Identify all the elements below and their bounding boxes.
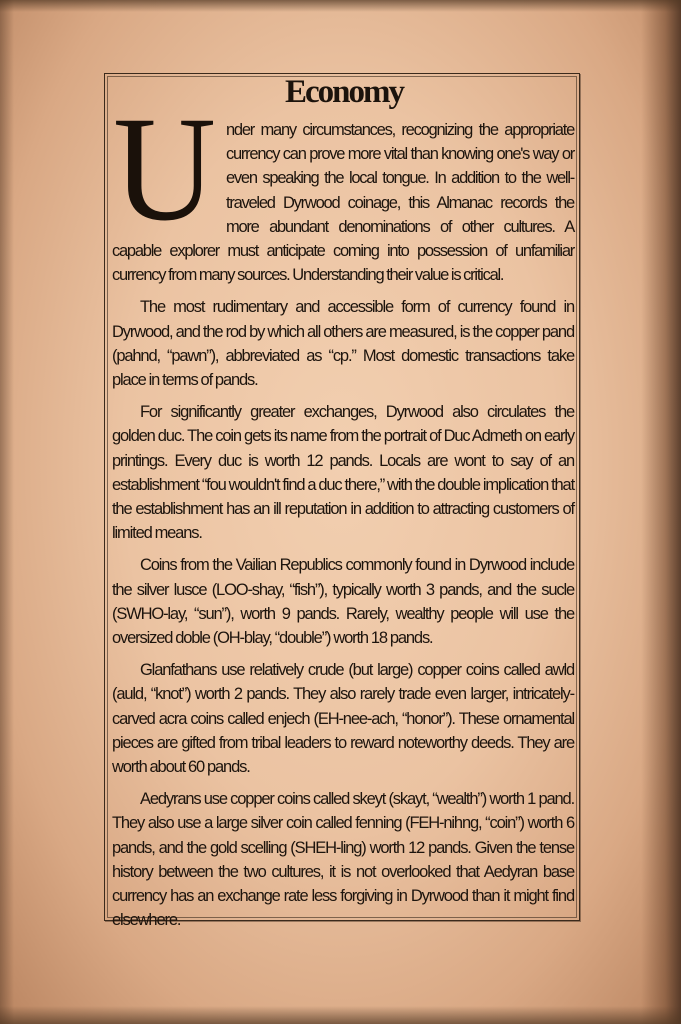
- paragraph-golden-duc: For significantly greater exchanges, Dyrwood also circulates the golden duc. The coin gets its name from the portrait of Duc Admeth on early printings. Every duc is worth 12 pands. Locals are wont to say of an establishment “fou wouldn't find a duc there,” with the double implication that the establishment has an ill reputation in addition to attracting customers of limited means.: [112, 403, 574, 543]
- burnt-edge-bottom: [0, 1006, 681, 1024]
- page-title: Economy: [285, 74, 403, 110]
- drop-cap-letter: U: [113, 120, 215, 236]
- paragraph-glanfathan-coins: Glanfathans use relatively crude (but large) copper coins called awld (auld, “knot”) worth 2 pands. They also rarely trade even larger, intricately-carved acra coins called enjech (EH-nee-ach, “honor”). These ornamental pieces are gifted from tribal leaders to reward noteworthy deeds. They are worth about 60 pands.: [112, 661, 574, 777]
- paragraph-vailian-coins: Coins from the Vailian Republics commonly found in Dyrwood include the silver lusce (LOO-shay, “fish”), typically worth 3 pands, and the sucle (SWHO-lay, “sun”), worth 9 pands. Rarely, wealthy people will use the oversized doble (OH-blay, “double”) worth 18 pands.: [112, 556, 574, 648]
- drop-cap: [108, 120, 220, 236]
- intro-text: nder many circumstances, recognizing the appropriate currency can prove more vital than knowing one's way or even speaking the local tongue. In addition to the well-traveled Dyrwood coinage, this Almanac records the more abundant denominations of other cultures. A capable explorer must anticipate coming into possession of unfamiliar currency from many sources. Understanding their value is critical.: [112, 121, 574, 285]
- paragraph-copper-pand: The most rudimentary and accessible form of currency found in Dyrwood, and the rod by which all others are measured, is the copper pand (pahnd, “pawn”), abbreviated as “cp.” Most domestic transactions take place in terms of pands.: [112, 298, 574, 390]
- page-content: [112, 118, 574, 933]
- burnt-edge-right: [641, 0, 681, 1024]
- paragraph-aedyran-coins: Aedyrans use copper coins called skeyt (skayt, “wealth”) worth 1 pand. They also use a large silver coin called fenning (FEH-nihng, “coin”) worth 6 pands, and the gold scelling (SHEH-ling) worth 12 pands. Given the tense history between the two cultures, it is not overlooked that Aedyran base currency has an exchange rate less forgiving in Dyrwood than it might find elsewhere.: [112, 790, 574, 930]
- burnt-edge-top: [0, 0, 681, 12]
- burnt-edge-left: [0, 0, 14, 1024]
- intro-paragraph: [112, 118, 574, 287]
